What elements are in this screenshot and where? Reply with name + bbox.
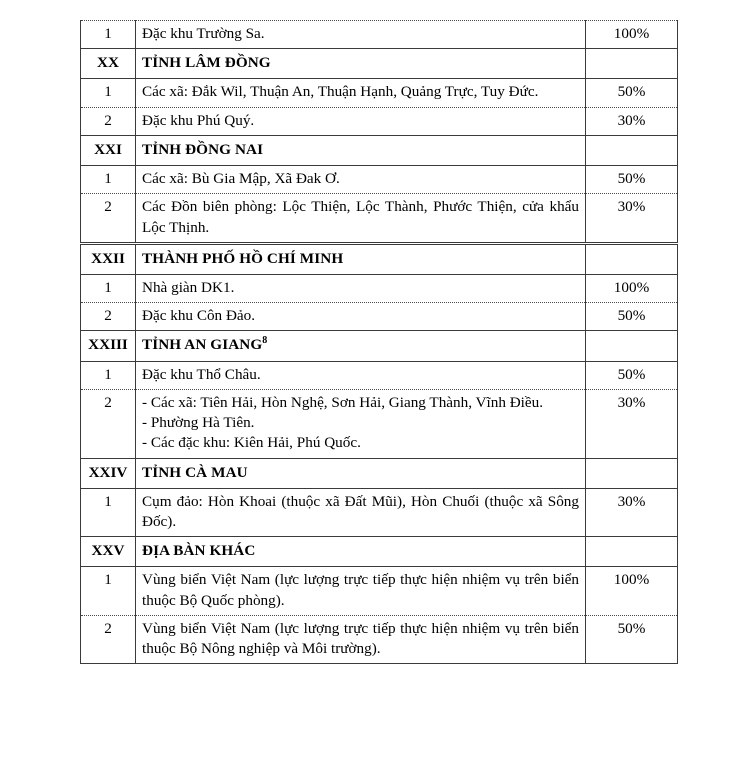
- province-title: [136, 243, 586, 274]
- description-line: - Các xã: Tiên Hải, Hòn Nghệ, Sơn Hải, Giang Thành, Vĩnh Điều.: [142, 393, 544, 411]
- allowance-percent: 30%: [586, 389, 678, 458]
- province-numeral: XXIV: [81, 458, 136, 488]
- footnote-marker: 8: [262, 335, 268, 347]
- allowance-percent: [586, 135, 678, 165]
- item-number: 2: [81, 107, 136, 135]
- allowance-percent: [586, 243, 678, 274]
- province-title-text: TỈNH CÀ MAU: [142, 463, 248, 481]
- table-row: [81, 274, 678, 302]
- province-title-text: TỈNH ĐỒNG NAI: [142, 140, 264, 158]
- item-number: 1: [81, 166, 136, 194]
- province-title: [136, 458, 586, 488]
- table-row-province-header: [81, 331, 678, 361]
- item-number: 2: [81, 303, 136, 331]
- allowance-percent: 30%: [586, 488, 678, 536]
- province-numeral: XXII: [81, 243, 136, 274]
- item-number: 1: [81, 274, 136, 302]
- item-number: 2: [81, 194, 136, 243]
- allowance-percent: 30%: [586, 194, 678, 243]
- allowance-percent: 50%: [586, 615, 678, 663]
- allowance-percent: 50%: [586, 361, 678, 389]
- province-numeral: XXI: [81, 135, 136, 165]
- allowance-percent: 50%: [586, 166, 678, 194]
- table-row-province-header: [81, 537, 678, 567]
- allowance-percent: 30%: [586, 107, 678, 135]
- allowance-rate-table: [80, 20, 678, 664]
- description-line: Nhà giàn DK1.: [142, 278, 235, 296]
- description-line: Đặc khu Côn Đảo.: [142, 307, 256, 325]
- description-line: Đặc khu Thổ Châu.: [142, 365, 261, 383]
- table-row: [81, 488, 678, 536]
- table-row: [81, 361, 678, 389]
- description-line: Vùng biển Việt Nam (lực lượng trực tiếp thực hiện nhiệm vụ trên biển thuộc Bộ Quốc phòng).: [142, 571, 579, 609]
- allowance-percent: 50%: [586, 303, 678, 331]
- province-title: [136, 49, 586, 79]
- province-numeral: XXV: [81, 537, 136, 567]
- table-row-province-header: [81, 458, 678, 488]
- description-line: Cụm đảo: Hòn Khoai (thuộc xã Đất Mũi), Hòn Chuối (thuộc xã Sông Đốc).: [142, 492, 579, 530]
- item-description: [136, 79, 586, 107]
- allowance-percent: [586, 537, 678, 567]
- allowance-percent: 100%: [586, 567, 678, 615]
- description-line: - Các đặc khu: Kiên Hải, Phú Quốc.: [142, 434, 361, 452]
- item-number: 2: [81, 389, 136, 458]
- description-line: Đặc khu Trường Sa.: [142, 25, 265, 42]
- province-numeral: XX: [81, 49, 136, 79]
- province-title: [136, 331, 586, 361]
- province-title-text: TỈNH AN GIANG: [142, 336, 263, 354]
- province-title-text: ĐỊA BÀN KHÁC: [142, 542, 256, 560]
- item-description: [136, 389, 586, 458]
- province-title: [136, 537, 586, 567]
- item-number: 1: [81, 21, 136, 49]
- table-row: [81, 567, 678, 615]
- description-line: Đặc khu Phú Quý.: [142, 111, 255, 129]
- allowance-percent: 100%: [586, 21, 678, 49]
- allowance-percent: [586, 331, 678, 361]
- item-description: [136, 567, 586, 615]
- province-numeral: XXIII: [81, 331, 136, 361]
- table-row: [81, 194, 678, 243]
- allowance-percent: [586, 458, 678, 488]
- allowance-percent: 100%: [586, 274, 678, 302]
- item-description: [136, 303, 586, 331]
- table-row: [81, 79, 678, 107]
- table-row: [81, 615, 678, 663]
- allowance-percent: [586, 49, 678, 79]
- table-row: [81, 389, 678, 458]
- item-description: [136, 107, 586, 135]
- table-row-province-header: [81, 49, 678, 79]
- description-line: Các Đồn biên phòng: Lộc Thiện, Lộc Thành, Phước Thiện, cửa khẩu Lộc Thịnh.: [142, 198, 579, 236]
- item-number: 1: [81, 567, 136, 615]
- table-row: [81, 303, 678, 331]
- item-description: [136, 361, 586, 389]
- table-row-province-header: [81, 243, 678, 274]
- description-line: Các xã: Đắk Wil, Thuận An, Thuận Hạnh, Quảng Trực, Tuy Đức.: [142, 83, 539, 101]
- table-body: [81, 21, 678, 664]
- table-row-province-header: [81, 135, 678, 165]
- item-description: [136, 194, 586, 243]
- allowance-percent: 50%: [586, 79, 678, 107]
- item-number: 1: [81, 361, 136, 389]
- item-number: 1: [81, 488, 136, 536]
- description-line: Các xã: Bù Gia Mập, Xã Đak Ơ.: [142, 170, 340, 188]
- province-title: [136, 135, 586, 165]
- item-description: [136, 274, 586, 302]
- item-description: [136, 615, 586, 663]
- province-title-text: TỈNH LÂM ĐỒNG: [142, 54, 271, 72]
- description-line: - Phường Hà Tiên.: [142, 414, 255, 432]
- description-line: Vùng biển Việt Nam (lực lượng trực tiếp thực hiện nhiệm vụ trên biển thuộc Bộ Nông nghiệp và Môi trường).: [142, 619, 579, 658]
- item-number: 2: [81, 615, 136, 663]
- item-number: 1: [81, 79, 136, 107]
- item-description: [136, 166, 586, 194]
- item-description: [136, 21, 586, 49]
- table-row: [81, 107, 678, 135]
- table-row: [81, 166, 678, 194]
- item-description: [136, 488, 586, 536]
- province-title-text: THÀNH PHỐ HỒ CHÍ MINH: [142, 249, 344, 267]
- table-row: [81, 21, 678, 49]
